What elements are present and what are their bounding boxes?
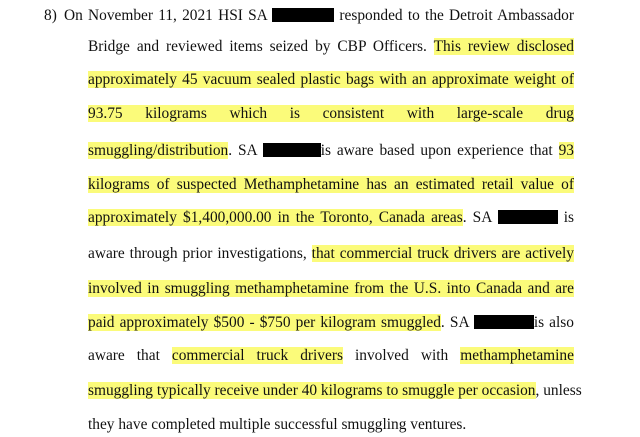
line-text: aware through prior investigations, [88,245,307,262]
text-line-10 [88,313,574,333]
text-line-11 [88,346,574,366]
text-line-2 [88,37,574,57]
line-text: , unless [535,382,582,399]
text-line-7 [88,208,574,228]
text-line-13 [88,415,574,435]
redaction-box [272,8,334,22]
highlighted-text: smuggling/distribution [88,142,229,159]
line-text: On November 11, 2021 HSI SA [64,7,267,24]
text-line-9 [88,279,574,299]
line-text: is [563,209,574,226]
line-text: involved with [354,347,449,364]
text-line-6 [88,175,574,195]
highlighted-text: involved in smuggling methamphetamine from the U.S. into Canada and are [88,280,574,297]
highlighted-text: kilograms of suspected Methamphetamine has an estimated retail value of [88,176,574,193]
redaction-box [263,143,321,157]
text-line-12 [88,381,582,401]
line-text: . SA [228,142,257,159]
highlighted-text: approximately $1,400,000.00 in the Toronto, Canada areas [88,209,463,226]
line-text: Bridge and reviewed items seized by CBP Officers. [88,38,427,55]
line-text: they have completed multiple successful smuggling ventures. [88,416,467,433]
text-line-3 [88,70,574,90]
line-text: is aware based upon experience that [320,142,553,159]
highlighted-text: methamphetamine [460,347,574,364]
line-text: is also [533,314,574,331]
highlighted-text: 93 [558,142,574,159]
line-text: responded to the Detroit Ambassador [339,7,574,24]
highlighted-text: This review disclosed [433,38,575,55]
text-line-5 [88,141,574,161]
highlighted-text: that commercial truck drivers are actively [311,245,574,262]
line-text: . SA [462,209,492,226]
highlighted-text: 93.75 kilograms which is consistent with large-scale drug [88,105,574,122]
highlighted-text: commercial truck drivers [171,347,343,364]
text-line-4 [88,104,574,124]
line-text: . SA [440,314,469,331]
highlighted-text: smuggling typically receive under 40 kilograms to smuggle per occasion [88,382,536,399]
paragraph-number: 8) [44,7,57,24]
highlighted-text: approximately 45 vacuum sealed plastic bags with an approximate weight of [88,71,574,88]
text-line-8 [88,244,574,264]
redaction-box [498,210,558,224]
line-text: aware that [88,347,160,364]
highlighted-text: paid approximately $500 - $750 per kilogram smuggled [88,314,441,331]
redaction-box [474,315,534,329]
text-line-1 [44,6,574,26]
